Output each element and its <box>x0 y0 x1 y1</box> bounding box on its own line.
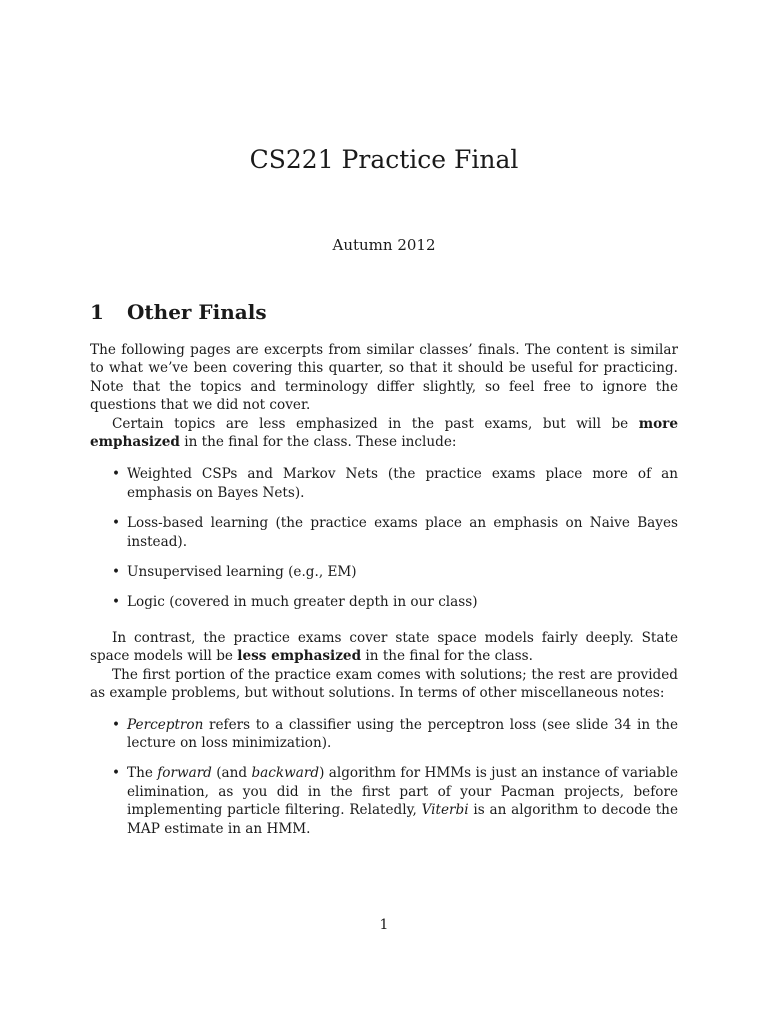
list-item <box>90 764 678 838</box>
perceptron-text: refers to a classifier using the perceptron loss (see slide 34 in the lecture on loss minimization). <box>127 716 678 751</box>
notes-list <box>90 716 678 838</box>
list-item-text: Weighted CSPs and Markov Nets (the practice exams place more of an emphasis on Bayes Nets). <box>127 466 678 501</box>
list-item-text: Loss-based learning (the practice exams place an emphasis on Naive Bayes instead). <box>127 515 678 550</box>
page-number: 1 <box>379 917 389 933</box>
bullet-icon: • <box>112 466 121 483</box>
emphasis-text-after: in the final for the class. These include: <box>179 434 457 451</box>
list-item <box>90 593 678 611</box>
emphasis-text-before: Certain topics are less emphasized in the past exams, but will be <box>112 415 639 432</box>
intro-paragraph: The following pages are excerpts from similar classes’ finals. The content is similar to what we’ve been covering this quarter, so that it should be useful for practicing. Note that the topics and terminology differ slightly, so feel free to ignore the questions that we did not cover. <box>90 342 678 414</box>
section-title: Other Finals <box>127 300 267 324</box>
viterbi-term: Viterbi <box>421 802 469 819</box>
contrast-text-after: in the final for the class. <box>361 648 533 665</box>
section-body <box>90 341 678 838</box>
contrast-paragraph <box>90 629 678 666</box>
forward-text-and: (and <box>211 765 252 782</box>
perceptron-term: Perceptron <box>127 716 204 733</box>
forward-text-middle: ) algorithm for HMMs is just an instance of variable elimination, as you did in the first part of your Pacman projects, before implementing particle filtering. Relatedly, <box>127 765 678 819</box>
list-item-text: Unsupervised learning (e.g., EM) <box>127 564 357 581</box>
list-item <box>90 514 678 551</box>
emphasis-paragraph <box>90 415 678 452</box>
forward-text-the: The <box>127 765 158 782</box>
section-heading <box>90 300 267 324</box>
more-emphasized-bold: more emphasized <box>90 415 678 451</box>
less-emphasized-bold: less emphasized <box>237 648 362 665</box>
list-item <box>90 465 678 502</box>
forward-text-end: is an algorithm to decode the MAP estimate in an HMM. <box>127 802 678 837</box>
emphasized-topics-list <box>90 465 678 611</box>
document-title: CS221 Practice Final <box>249 145 519 174</box>
forward-term: forward <box>157 765 212 782</box>
bullet-icon: • <box>112 716 121 733</box>
portion-paragraph: The first portion of the practice exam comes with solutions; the rest are provided as example problems, but without solutions. In terms of other miscellaneous notes: <box>90 666 678 702</box>
list-item <box>90 716 678 753</box>
contrast-text-before: In contrast, the practice exams cover state space models fairly deeply. State space models will be <box>90 629 678 665</box>
bullet-icon: • <box>112 564 121 581</box>
list-item <box>90 563 678 581</box>
section-number: 1 <box>90 300 104 324</box>
bullet-icon: • <box>112 765 121 782</box>
list-item-text: Logic (covered in much greater depth in our class) <box>127 594 478 611</box>
backward-term: backward <box>251 765 320 782</box>
document-date: Autumn 2012 <box>332 236 436 254</box>
bullet-icon: • <box>112 594 121 611</box>
bullet-icon: • <box>112 515 121 532</box>
